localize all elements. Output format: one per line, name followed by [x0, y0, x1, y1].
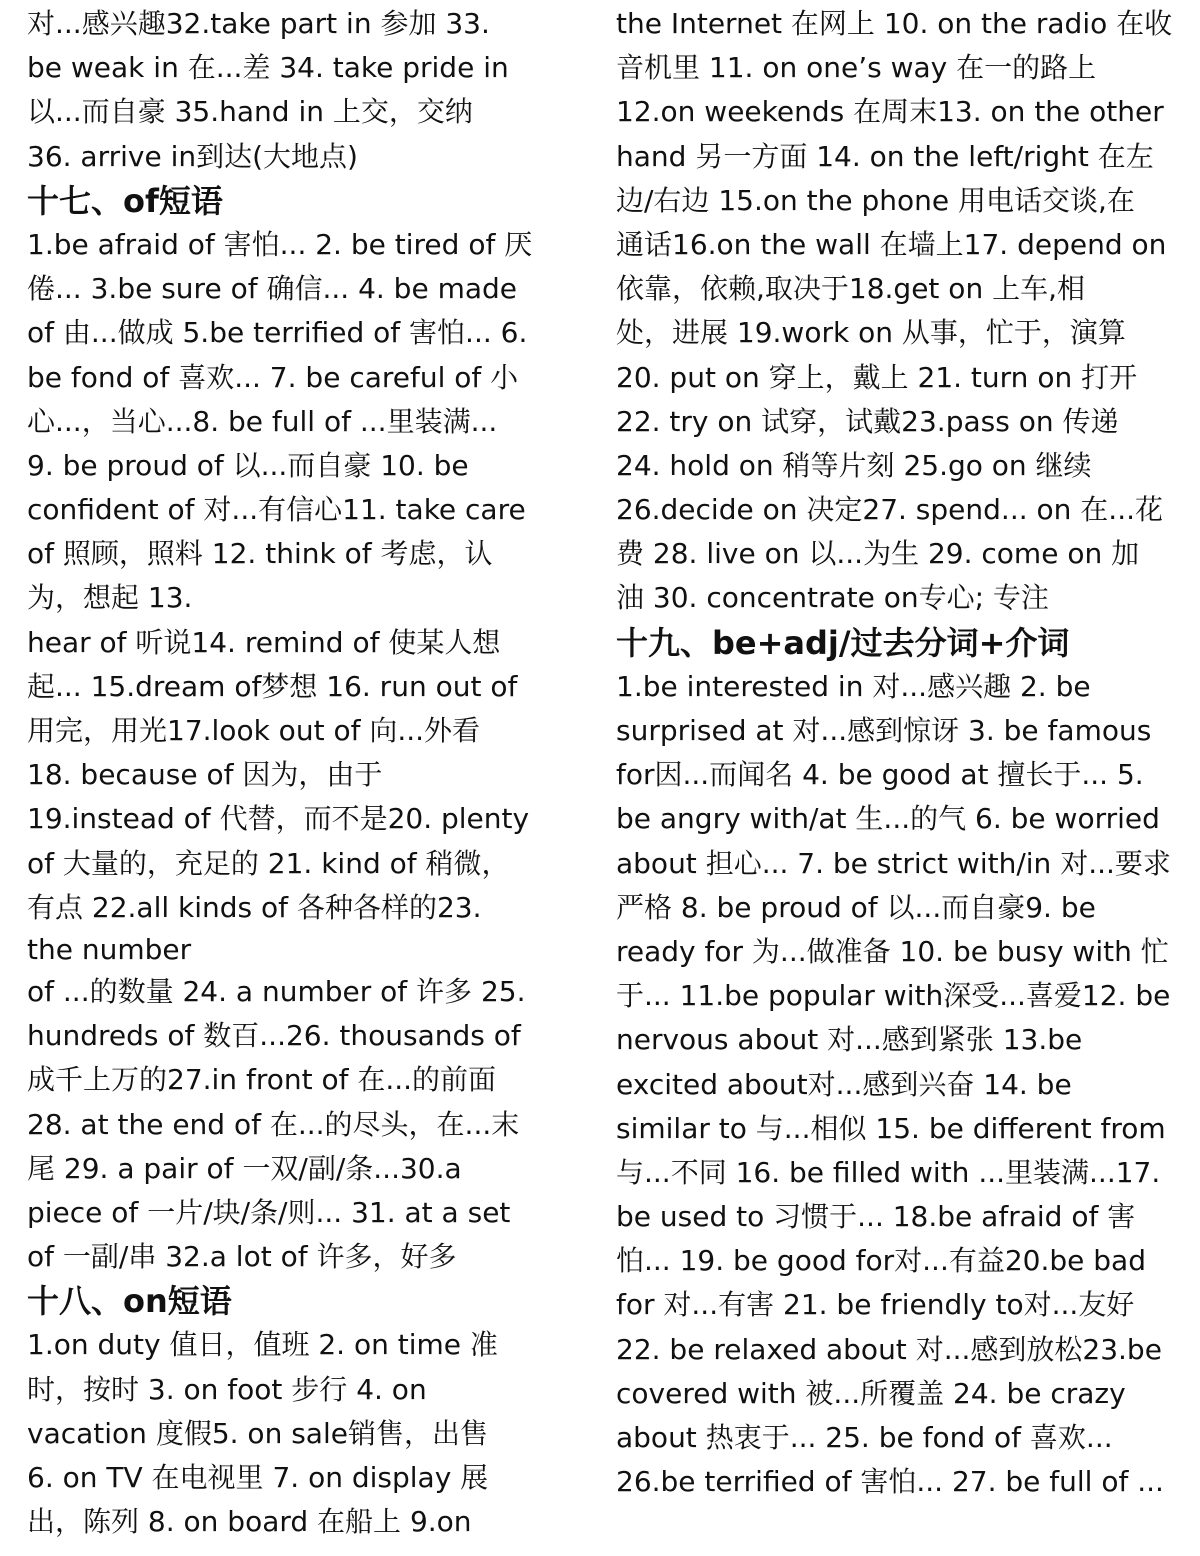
text-line: surprised at 对...感到惊讶 3. be famous	[616, 714, 1152, 747]
text-line: 18. because of 因为，由于	[27, 758, 383, 792]
section-18-heading: 十八、on短语	[27, 1282, 232, 1321]
text-line: hear of 听说14. remind of 使某人想	[27, 625, 501, 659]
text-line: be weak in 在...差 34. take pride in	[27, 51, 509, 85]
text-line: 出，陈列 8. on board 在船上 9.on	[27, 1505, 472, 1539]
text-line: hand 另一方面 14. on the left/right 在左	[616, 139, 1154, 173]
text-line: 严格 8. be proud of 以...而自豪9. be	[616, 890, 1096, 924]
text-line: 对...感兴趣32.take part in 参加 33.	[27, 7, 490, 40]
text-line: 22. be relaxed about 对...感到放松23.be	[616, 1332, 1162, 1366]
text-line: 费 28. live on 以...为生 29. come on 加	[616, 537, 1140, 571]
text-line: of 一副/串 32.a lot of 许多，好多	[27, 1240, 457, 1274]
text-line: of 照顾，照料 12. think of 考虑，认	[27, 537, 493, 571]
section-18-tail	[616, 2, 1188, 621]
text-line: hundreds of 数百...26. thousands of	[27, 1019, 521, 1053]
text-line: for因...而闻名 4. be good at 擅长于... 5.	[616, 758, 1144, 792]
left-column	[27, 2, 567, 1544]
text-line: nervous about 对...感到紧张 13.be	[616, 1023, 1083, 1057]
text-line: 36. arrive in到达(大地点)	[27, 139, 358, 173]
text-line: excited about对...感到兴奋 14. be	[616, 1067, 1072, 1101]
section-19-body	[616, 665, 1188, 1505]
text-line: the Internet 在网上 10. on the radio 在收	[616, 7, 1173, 40]
text-line: 时，按时 3. on foot 步行 4. on	[27, 1372, 427, 1406]
text-line: 1.be interested in 对...感兴趣 2. be	[616, 669, 1091, 703]
text-line: about 热衷于... 25. be fond of 喜欢...	[616, 1421, 1113, 1454]
text-line: 28. at the end of 在...的尽头，在...末	[27, 1107, 520, 1141]
text-line: 以...而自豪 35.hand in 上交，交纳	[27, 95, 473, 129]
text-line: the number	[27, 932, 192, 966]
text-line: 处，进展 19.work on 从事，忙于，演算	[616, 316, 1126, 350]
text-line: be fond of 喜欢... 7. be careful of 小	[27, 360, 519, 394]
section-19-heading: 十九、be+adj/过去分词+介词	[616, 623, 1070, 662]
text-line: be angry with/at 生...的气 6. be worried	[616, 802, 1160, 836]
text-line: 起... 15.dream of梦想 16. run out of	[27, 669, 518, 703]
text-line: 油 30. concentrate on专心; 专注	[616, 581, 1049, 615]
text-line: of 大量的，充足的 21. kind of 稍微，	[27, 846, 510, 880]
text-line: 24. hold on 稍等片刻 25.go on 继续	[616, 448, 1092, 482]
text-line: 怕... 19. be good for对...有益20.be bad	[616, 1244, 1146, 1278]
text-line: 12.on weekends 在周末13. on the other	[616, 95, 1164, 129]
text-line: 19.instead of 代替，而不是20. plenty	[27, 802, 530, 836]
text-line: 22. try on 试穿，试戴23.pass on 传递	[616, 404, 1119, 438]
section-17-body	[27, 223, 567, 1279]
text-line: 心...，当心...8. be full of ...里装满...	[27, 404, 498, 438]
text-line: ready for 为...做准备 10. be busy with 忙	[616, 934, 1169, 968]
text-line: be used to 习惯于... 18.be afraid of 害	[616, 1200, 1136, 1234]
text-line: 音机里 11. on one’s way 在一的路上	[616, 51, 1097, 85]
text-line: similar to 与...相似 15. be different from	[616, 1111, 1166, 1145]
text-line: 26.be terrified of 害怕... 27. be full of ...	[616, 1465, 1164, 1499]
text-line: 有点 22.all kinds of 各种各样的23.	[27, 890, 482, 924]
text-line: 26.decide on 决定27. spend... on 在...花	[616, 493, 1163, 527]
text-line: for 对...有害 21. be friendly to对...友好	[616, 1288, 1135, 1322]
text-line: about 担心... 7. be strict with/in 对...要求	[616, 846, 1171, 880]
text-line: 20. put on 穿上，戴上 21. turn on 打开	[616, 360, 1138, 394]
text-line: 依靠，依赖,取决于18.get on 上车,相	[616, 272, 1085, 306]
text-line: 6. on TV 在电视里 7. on display 展	[27, 1461, 489, 1494]
section-17-heading: 十七、of短语	[27, 181, 223, 220]
text-line: vacation 度假5. on sale销售，出售	[27, 1416, 488, 1450]
text-line: covered with 被...所覆盖 24. be crazy	[616, 1376, 1126, 1410]
text-line: 边/右边 15.on the phone 用电话交谈,在	[616, 183, 1135, 217]
text-line: 1.on duty 值日，值班 2. on time 准	[27, 1328, 498, 1362]
text-line: 通话16.on the wall 在墙上17. depend on	[616, 227, 1167, 261]
text-line: of 由...做成 5.be terrified of 害怕... 6.	[27, 316, 528, 350]
text-line: 尾 29. a pair of 一双/副/条...30.a	[27, 1151, 462, 1185]
text-line: 倦... 3.be sure of 确信... 4. be made	[27, 272, 518, 306]
text-line: of ...的数量 24. a number of 许多 25.	[27, 974, 526, 1008]
right-column	[616, 2, 1188, 1504]
text-line: 成千上万的27.in front of 在...的前面	[27, 1063, 497, 1097]
section-16-tail	[27, 2, 567, 179]
section-18-body	[27, 1323, 567, 1544]
text-line: piece of 一片/块/条/则... 31. at a set	[27, 1195, 511, 1229]
text-line: 1.be afraid of 害怕... 2. be tired of 厌	[27, 227, 533, 261]
text-line: 于... 11.be popular with深受...喜爱12. be	[616, 979, 1171, 1013]
text-line: 与...不同 16. be filled with ...里装满...17.	[616, 1155, 1161, 1189]
text-line: 为，想起 13.	[27, 581, 193, 615]
text-line: 9. be proud of 以...而自豪 10. be	[27, 448, 469, 482]
text-line: 用完，用光17.look out of 向...外看	[27, 714, 481, 747]
text-line: confident of 对...有信心11. take care	[27, 493, 526, 527]
